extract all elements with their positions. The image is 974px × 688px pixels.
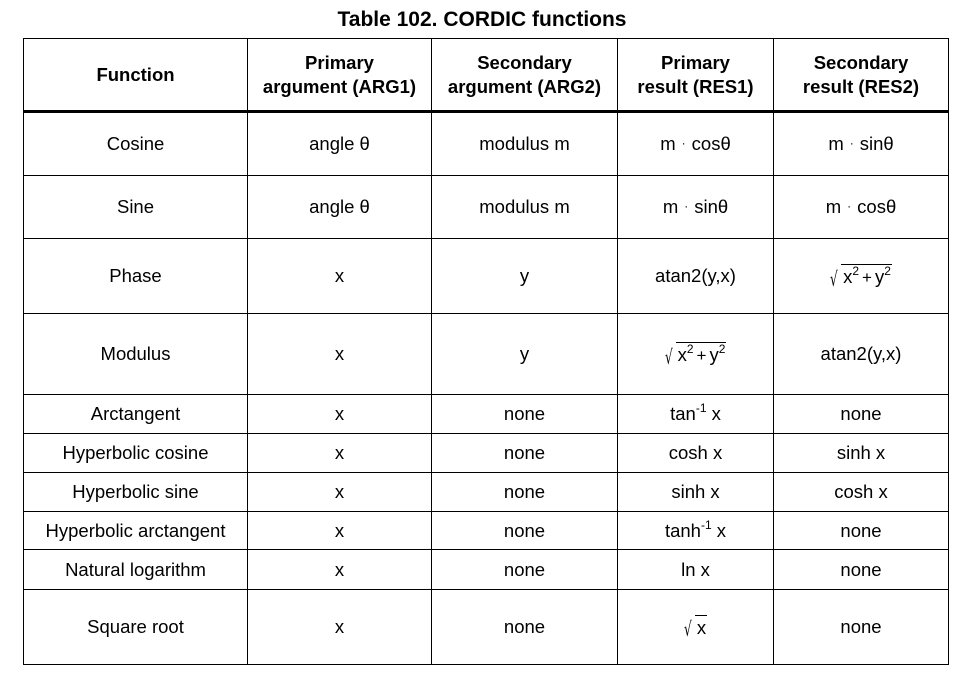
cell-function: Phase xyxy=(24,239,248,314)
cell-res2: cosh x xyxy=(774,473,949,512)
header-res2: Secondary result (RES2) xyxy=(774,39,949,112)
cell-arg2: none xyxy=(432,395,618,434)
table-title: Table 102. CORDIC functions xyxy=(337,8,627,31)
cell-function: Cosine xyxy=(24,112,248,176)
cell-res2: none xyxy=(774,512,949,550)
radical-sign: √ xyxy=(664,344,673,369)
cell-res1: $\tan^{-1} x$ xyxy=(618,395,774,434)
header-function: Function xyxy=(24,39,248,112)
sqrt-expression: √ $x^2 + y^2$ xyxy=(664,341,726,369)
cell-res2: atan2(y,x) xyxy=(774,314,949,395)
cell-arg1: x xyxy=(248,512,432,550)
table-row xyxy=(24,550,949,590)
cell-arg1: x xyxy=(248,590,432,665)
header-arg1: Primary argument (ARG1) xyxy=(248,39,432,112)
cell-arg1: x xyxy=(248,550,432,590)
table-row xyxy=(24,473,949,512)
cell-arg1: x xyxy=(248,434,432,473)
cell-res1 xyxy=(618,590,774,665)
cell-arg2: none xyxy=(432,473,618,512)
cell-arg1: x xyxy=(248,239,432,314)
table-row xyxy=(24,395,949,434)
header-row xyxy=(24,39,949,112)
cell-res2: none xyxy=(774,590,949,665)
table-row xyxy=(24,239,949,314)
table-row xyxy=(24,314,949,395)
cell-arg2: modulus m xyxy=(432,176,618,239)
cell-res1: m · cosθ xyxy=(618,112,774,176)
cell-function: Modulus xyxy=(24,314,248,395)
cell-res2 xyxy=(774,239,949,314)
radical-sign: √ xyxy=(683,617,692,641)
cell-res2: none xyxy=(774,395,949,434)
cell-arg1: angle θ xyxy=(248,112,432,176)
cell-res1: ln x xyxy=(618,550,774,590)
cell-function: Sine xyxy=(24,176,248,239)
cell-function: Square root xyxy=(24,590,248,665)
cell-res1: atan2(y,x) xyxy=(618,239,774,314)
cell-res1 xyxy=(618,314,774,395)
cell-arg2: modulus m xyxy=(432,112,618,176)
cell-res1: m · sinθ xyxy=(618,176,774,239)
table-row xyxy=(24,176,949,239)
cell-arg1: x xyxy=(248,314,432,395)
cell-function: Hyperbolic arctangent xyxy=(24,512,248,550)
cell-arg1: x xyxy=(248,473,432,512)
cell-arg1: x xyxy=(248,395,432,434)
cell-arg2: none xyxy=(432,590,618,665)
cell-res2: m · sinθ xyxy=(774,112,949,176)
cell-res1: cosh x xyxy=(618,434,774,473)
header-arg2: Secondary argument (ARG2) xyxy=(432,39,618,112)
cell-function: Natural logarithm xyxy=(24,550,248,590)
header-res1: Primary result (RES1) xyxy=(618,39,774,112)
cell-res2: sinh x xyxy=(774,434,949,473)
sqrt-expression: √ $x^2 + y^2$ xyxy=(830,263,891,291)
cordic-functions-table xyxy=(23,38,949,665)
table-row xyxy=(24,112,949,176)
cell-res2: m · cosθ xyxy=(774,176,949,239)
cell-res1: sinh x xyxy=(618,473,774,512)
cell-function: Hyperbolic cosine xyxy=(24,434,248,473)
cell-res2: none xyxy=(774,550,949,590)
table-row xyxy=(24,512,949,550)
cell-arg2: y xyxy=(432,239,618,314)
sqrt-expression: √ x xyxy=(683,617,707,641)
table-row xyxy=(24,590,949,665)
cell-function: Hyperbolic sine xyxy=(24,473,248,512)
radical-sign: √ xyxy=(830,266,838,291)
cell-res1: $\tanh^{-1} x$ xyxy=(618,512,774,550)
cell-arg2: none xyxy=(432,434,618,473)
cell-arg2: none xyxy=(432,512,618,550)
cell-arg1: angle θ xyxy=(248,176,432,239)
cell-arg2: y xyxy=(432,314,618,395)
table-row xyxy=(24,434,949,473)
cell-function: Arctangent xyxy=(24,395,248,434)
cell-arg2: none xyxy=(432,550,618,590)
